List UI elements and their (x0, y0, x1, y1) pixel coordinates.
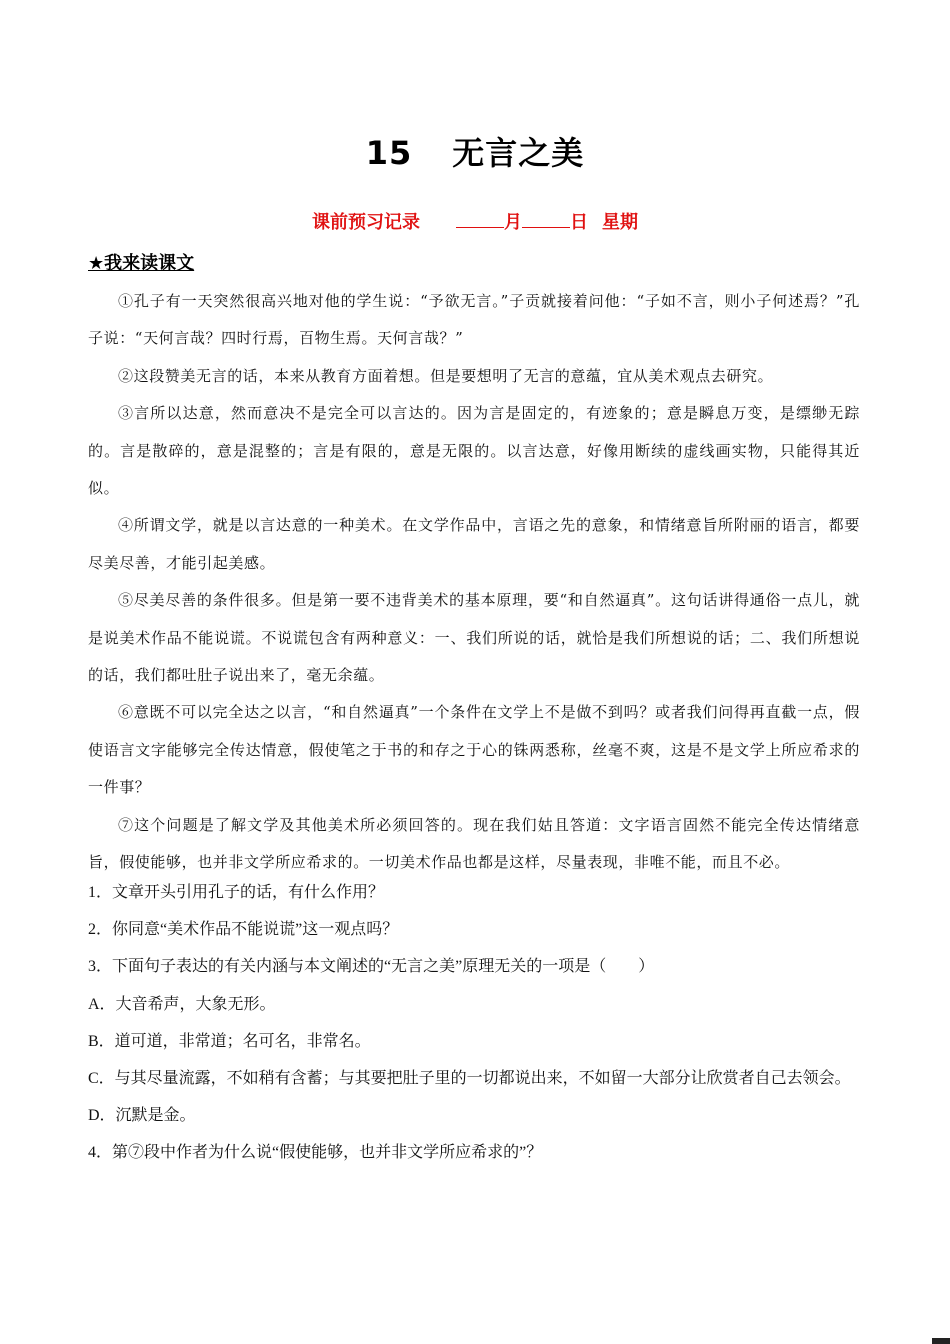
day-label: 日 (570, 212, 588, 233)
preview-record-line (0, 208, 950, 234)
question-1: 1．文章开头引用孔子的话，有什么作用？ (88, 884, 385, 901)
weekday-label: 星期 (602, 212, 638, 233)
reading-passage (88, 283, 860, 882)
passage-paragraph-4: ④所谓文学，就是以言达意的一种美术。在文学作品中，言语之先的意象，和情绪意旨所附丽的语言，都要尽美尽善，才能引起美感。 (88, 516, 860, 572)
passage-paragraph-5: ⑤尽美尽善的条件很多。但是第一要不违背美术的基本原理，要“和自然逼真”。这句话讲得通俗一点儿，就是说美术作品不能说谎。不说谎包含有两种意义：一、我们所说的话，就恰是我们所想说的话；二、我们所想说的话，我们都吐肚子说出来了，毫无余蕴。 (88, 591, 860, 685)
question-list (88, 874, 860, 1172)
preview-record-label: 课前预习记录 (312, 212, 420, 233)
passage-paragraph-1: ①孔子有一天突然很高兴地对他的学生说：“予欲无言。”子贡就接着问他：“子如不言，则小子何述焉？”孔子说：“天何言哉？四时行焉，百物生焉。天何言哉？” (88, 292, 860, 348)
section-heading: ★我来读课文 (88, 253, 195, 274)
option-b: B．道可道，非常道；名可名，非常名。 (88, 1032, 371, 1050)
month-blank (456, 211, 504, 228)
question-3: 3．下面句子表达的有关内涵与本文阐述的“无言之美”原理无关的一项是（ ） (88, 958, 655, 976)
passage-paragraph-2: ②这段赞美无言的话，本来从教育方面着想。但是要想明了无言的意蕴，宜从美术观点去研究。 (118, 366, 774, 385)
month-label: 月 (504, 212, 522, 233)
option-d: D．沉默是金。 (88, 1107, 196, 1125)
lesson-title (0, 128, 950, 174)
option-c: C．与其尽量流露，不如稍有含蓄；与其要把肚子里的一切都说出来，不如留一大部分让欣赏者自己去领会。 (88, 1070, 851, 1088)
question-4: 4．第⑦段中作者为什么说“假使能够，也并非文学所应希求的”？ (88, 1144, 543, 1162)
passage-paragraph-7: ⑦这个问题是了解文学及其他美术所必须回答的。现在我们姑且答道：文字语言固然不能完全传达情绪意旨，假使能够，也并非文学所应希求的。一切美术作品也都是这样，尽量表现，非唯不能，而且不必。 (88, 815, 860, 872)
option-a: A．大音希声，大象无形。 (88, 995, 276, 1013)
passage-paragraph-3: ③言所以达意，然而意决不是完全可以言达的。因为言是固定的，有迹象的；意是瞬息万变，是缥缈无踪的。言是散碎的，意是混整的；言是有限的，意是无限的。以言达意，好像用断续的虚线画实物，只能得其近似。 (88, 404, 860, 498)
day-blank (522, 211, 570, 228)
lesson-name: 无言之美 (452, 134, 585, 172)
question-2: 2．你同意“美术作品不能说谎”这一观点吗？ (88, 921, 399, 939)
lesson-number: 15 (365, 134, 413, 172)
page-corner-mark (932, 1338, 950, 1344)
passage-paragraph-6: ⑥意既不可以完全达之以言，“和自然逼真”一个条件在文学上不是做不到吗？或者我们问得再直截一点，假使语言文字能够完全传达情意，假使笔之于书的和存之于心的铢两悉称，丝毫不爽，这是不是文学上所应希求的一件事？ (88, 703, 860, 797)
